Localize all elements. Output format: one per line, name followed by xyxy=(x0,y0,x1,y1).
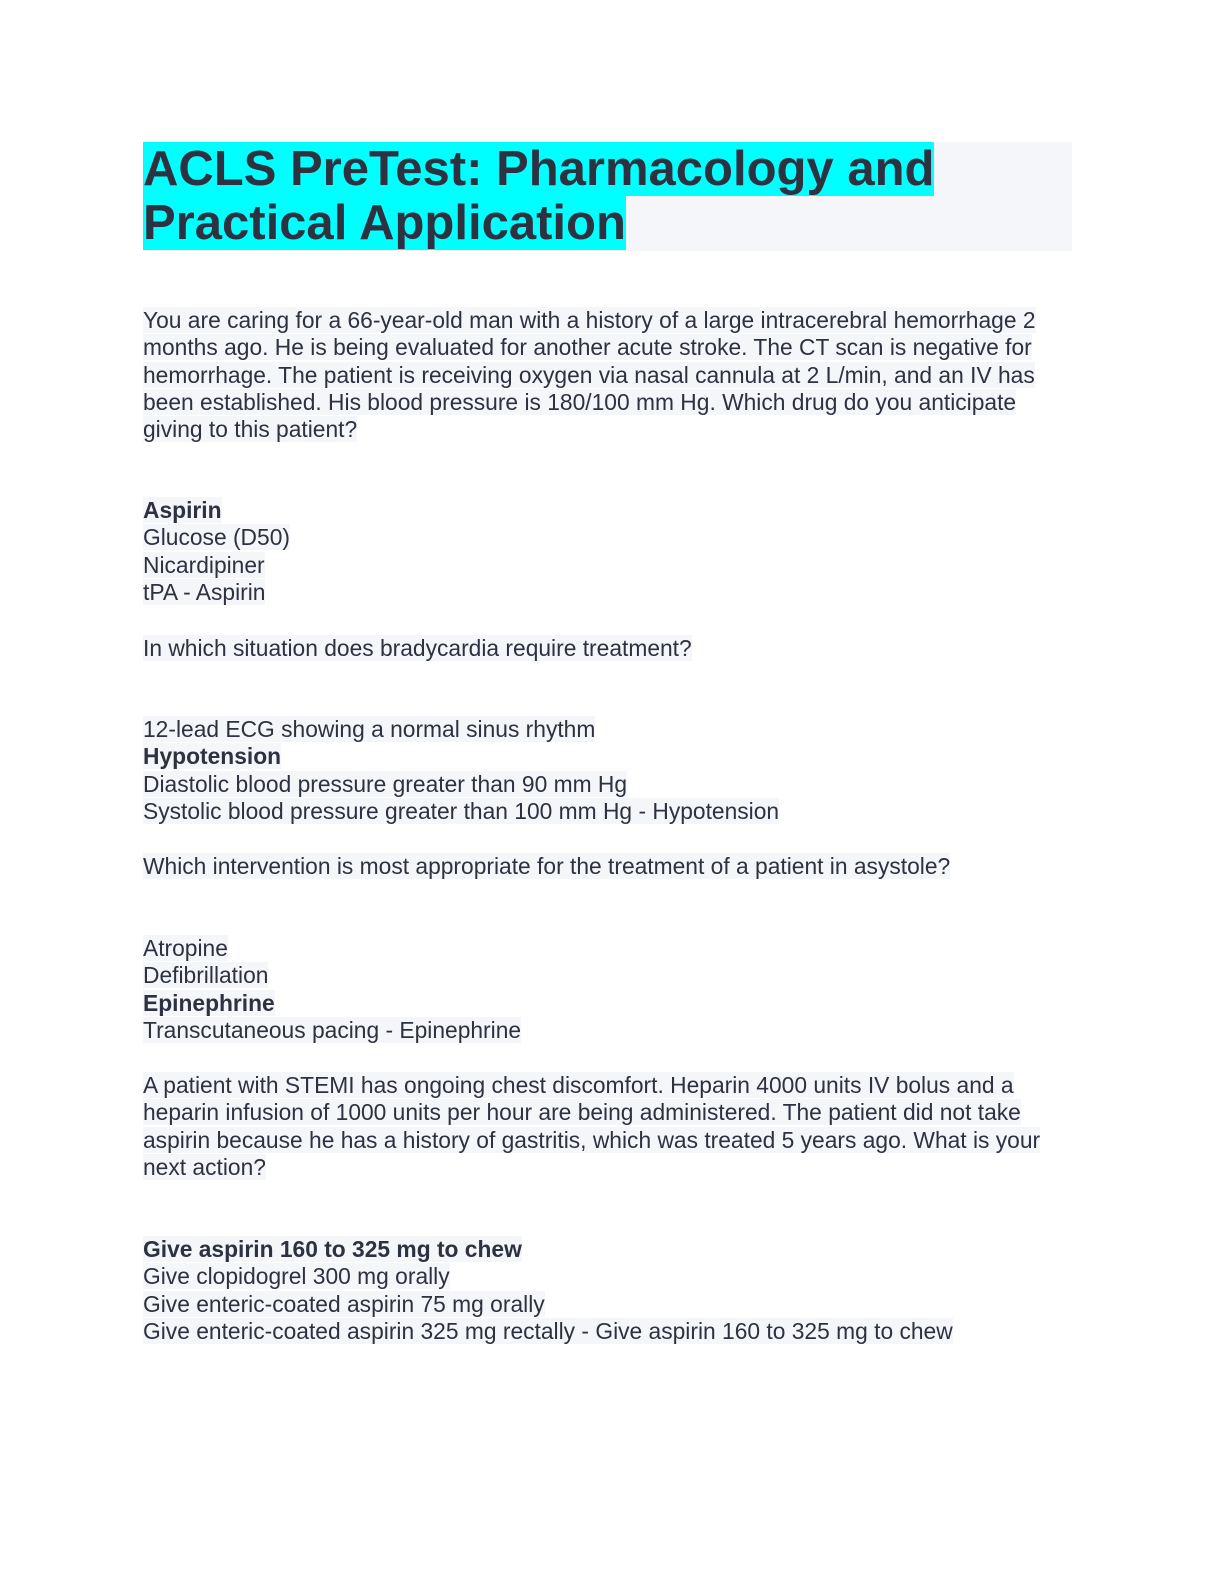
option: Defibrillation xyxy=(143,962,269,989)
option-answer: Transcutaneous pacing - Epinephrine xyxy=(143,1016,522,1043)
question-text: In which situation does bradycardia require treatment? xyxy=(143,635,692,661)
option: Atropine xyxy=(143,935,228,961)
option: Diastolic blood pressure greater than 90 mm Hg xyxy=(143,770,628,797)
question-3 xyxy=(143,853,1073,880)
options-2 xyxy=(143,716,1073,825)
options-1 xyxy=(143,497,1073,606)
option: Glucose (D50) xyxy=(143,524,290,551)
options-3 xyxy=(143,935,1073,1044)
page-title xyxy=(143,142,943,250)
option: Nicardipiner xyxy=(143,551,265,578)
title-text: ACLS PreTest: Pharmacology and Practical Application xyxy=(143,142,935,250)
option-answer: Systolic blood pressure greater than 100 mm Hg - Hypotension xyxy=(143,797,780,824)
option-correct: Aspirin xyxy=(143,497,222,523)
option-answer: Give enteric-coated aspirin 325 mg rectally - Give aspirin 160 to 325 mg to chew xyxy=(143,1317,953,1344)
option: Give clopidogrel 300 mg orally xyxy=(143,1263,450,1290)
option-answer: tPA - Aspirin xyxy=(143,578,266,605)
question-text: Which intervention is most appropriate for the treatment of a patient in asystole? xyxy=(143,853,951,879)
option: 12-lead ECG showing a normal sinus rhythm xyxy=(143,716,596,742)
question-4 xyxy=(143,1072,1073,1181)
option: Give enteric-coated aspirin 75 mg orally xyxy=(143,1290,545,1317)
question-2 xyxy=(143,635,1073,662)
options-4 xyxy=(143,1236,1073,1345)
question-1 xyxy=(143,307,1073,443)
option-correct: Epinephrine xyxy=(143,989,275,1016)
question-text: You are caring for a 66-year-old man with a history of a large intracerebral hemorrhage 2 months ago. He is being evaluated for another acute stroke. The CT scan is negative for hemorrhage. The patient is receiving oxygen via nasal cannula at 2 L/min, and an IV has been established. His blood pressure is 180/100 mm Hg. Which drug do you anticipate giving to this patient? xyxy=(143,307,1036,443)
option-correct: Hypotension xyxy=(143,743,282,770)
question-text: A patient with STEMI has ongoing chest discomfort. Heparin 4000 units IV bolus and a heparin infusion of 1000 units per hour are being administered. The patient did not take aspirin because he has a history of gastritis, which was treated 5 years ago. What is your next action? xyxy=(143,1072,1041,1180)
option-correct: Give aspirin 160 to 325 mg to chew xyxy=(143,1236,522,1262)
